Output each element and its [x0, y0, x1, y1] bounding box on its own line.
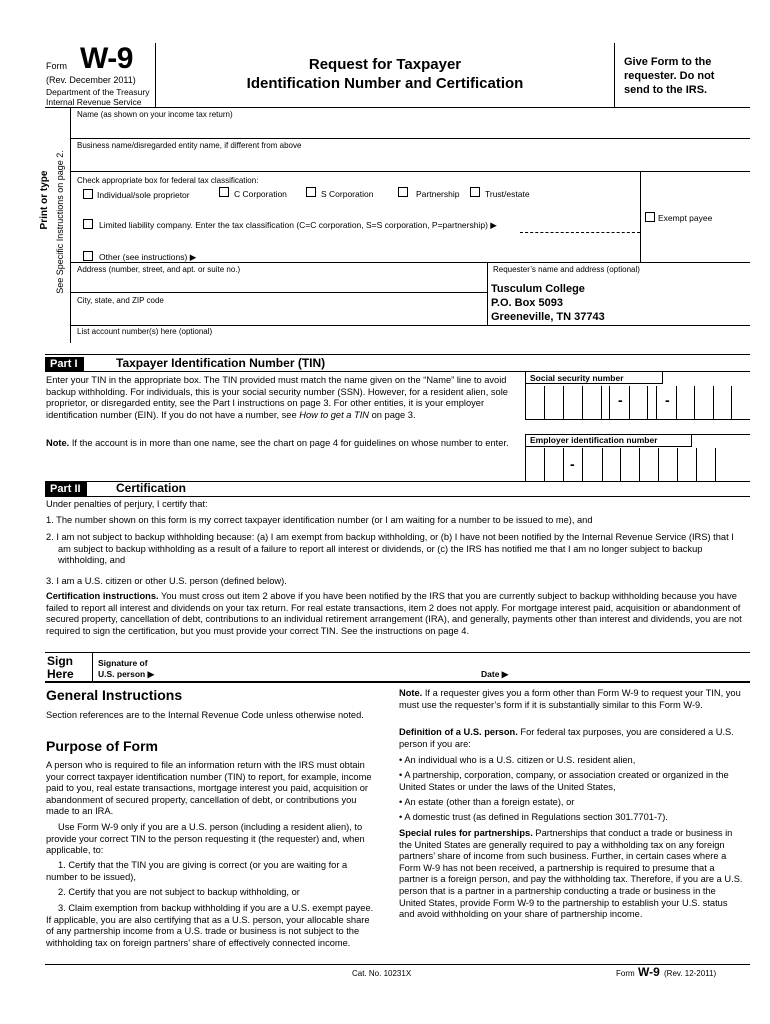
requester-note: Note. If a requester gives you a form other than Form W-9 to request your TIN, you must use the requester’s form if it is substantially similar to this Form W-9.: [399, 688, 741, 710]
us-person-bullet-3: • An estate (other than a foreign estate), or: [399, 797, 575, 807]
form-word: Form: [46, 61, 67, 71]
here-label: Here: [47, 667, 74, 681]
exempt-payee-label: Exempt payee: [658, 213, 713, 223]
purpose-paragraph-5: 3. Claim exemption from backup withholding if you are a U.S. exempt payee. If applicable, you are also certifying that as a U.S. person, your allocable share of any partnership income from a U.S. trade or business is not subject to the withholding tax on foreign partners’ share of effectively connected income.: [46, 903, 374, 948]
ssn-dash-2: -: [665, 392, 670, 408]
purpose-paragraph-3: 1. Certify that the TIN you are giving is correct (or you are waiting for a number to be issued),: [46, 860, 348, 882]
address-label: Address (number, street, and apt. or suite no.): [77, 265, 241, 274]
other-checkbox[interactable]: [83, 251, 93, 261]
partnership-checkbox[interactable]: [398, 187, 408, 197]
cat-number: Cat. No. 10231X: [352, 969, 412, 978]
ssn-input[interactable]: [525, 386, 750, 420]
account-numbers-input[interactable]: [71, 337, 750, 354]
name-label: Name (as shown on your income tax return): [77, 110, 233, 119]
us-person-bullet-2: • A partnership, corporation, company, or association created or organized in the United States or under the laws of the United States,: [399, 770, 729, 792]
classification-label: Check appropriate box for federal tax classification:: [77, 176, 259, 185]
purpose-paragraph-1: A person who is required to file an information return with the IRS must obtain your correct taxpayer identification number (TIN) to report, for example, income paid to you, real estate transactions, mortgage interest you paid, acquisition or abandonment of secured property, cancellation of debt, or contributions you made to an IRA.: [46, 760, 372, 817]
side-label-print-or-type: Print or type: [39, 170, 50, 230]
requester-city: Greeneville, TN 37743: [491, 311, 605, 323]
purpose-paragraph-2: Use Form W-9 only if you are a U.S. person (including a resident alien), to provide your correct TIN to the person requesting it (the requester) and, when applicable, to:: [46, 822, 365, 856]
requester-label: Requester’s name and address (optional): [493, 265, 640, 274]
business-name-input[interactable]: [71, 151, 750, 171]
city-state-zip-input[interactable]: [71, 306, 487, 324]
part-1-title: Taxpayer Identification Number (TIN): [116, 356, 326, 370]
requester-name: Tusculum College: [491, 283, 585, 295]
address-input[interactable]: [71, 275, 487, 292]
s-corp-checkbox[interactable]: [306, 187, 316, 197]
date-input[interactable]: [515, 662, 745, 680]
side-label-specific-instructions: See Specific Instructions on page 2.: [55, 150, 65, 294]
certification-item-2: 2. I am not subject to backup withholding because: (a) I am exempt from backup withholding, or (b) I have not been notified by the Internal Revenue Service (IRS) that I am subject to backup withholding as a result of a failure to report all interest or dividends, or (c) the IRS has notified me that I am no longer subject to backup withholding, and: [46, 532, 734, 566]
part-1-note: Note. If the account is in more than one name, see the chart on page 4 for guidelines on whose number to enter.: [46, 438, 509, 448]
purpose-heading: Purpose of Form: [46, 738, 159, 754]
form-revision: (Rev. December 2011): [46, 75, 136, 85]
other-input[interactable]: [220, 252, 640, 261]
c-corp-label: C Corporation: [234, 189, 287, 199]
account-numbers-label: List account number(s) here (optional): [77, 327, 213, 336]
trust-estate-label: Trust/estate: [485, 189, 530, 199]
certification-intro: Under penalties of perjury, I certify that:: [46, 499, 208, 509]
dept-line-2: Internal Revenue Service: [46, 97, 142, 107]
us-person-definition: Definition of a U.S. person. For federal tax purposes, you are considered a U.S. person if you are:: [399, 727, 734, 749]
signature-label-1: Signature of: [98, 658, 148, 668]
general-instructions-heading: General Instructions: [46, 687, 183, 703]
us-person-bullet-1: • An individual who is a U.S. citizen or U.S. resident alien,: [399, 755, 636, 765]
give-form-line-1: Give Form to the: [624, 56, 712, 68]
special-rules-partnerships: Special rules for partnerships. Partnerships that conduct a trade or business in the United States are generally required to pay a withholding tax on any foreign partners’ share of income from such business. Further, in certain cases where a Form W-9 has not been received, a partnership is required to presume that a partner is a foreign person, and pay the withholding tax. Therefore, if you are a U.S. person that is a partner in a partnership conducting a trade or business in the United States, provide Form W-9 to the partnership to establish your U.S. status and avoid withholding on your share of partnership income.: [399, 828, 743, 920]
city-state-zip-label: City, state, and ZIP code: [77, 296, 164, 305]
give-form-line-3: send to the IRS.: [624, 84, 708, 96]
trust-estate-checkbox[interactable]: [470, 187, 480, 197]
ein-dash: -: [570, 456, 575, 472]
part-2-label: Part II: [45, 482, 87, 496]
form-number: W-9: [80, 42, 133, 75]
signature-label-2: U.S. person ▶: [98, 669, 155, 679]
certification-instructions: Certification instructions. You must cross out item 2 above if you have been notified by the IRS that you are currently subject to backup withholding because you have failed to report all interest and dividends on your tax return. For real estate transactions, item 2 does not apply. For mortgage interest paid, acquisition or abandonment of secured property, cancellation of debt, contributions to an individual retirement arrangement (IRA), and generally, payments other than interest and dividends, you are not required to sign the certification, but you must provide your correct TIN. See the instructions on page 4.: [46, 591, 742, 636]
footer-form-number: W-9: [638, 965, 660, 979]
form-title-line-2: Identification Number and Certification: [246, 75, 524, 92]
give-form-line-2: requester. Do not: [624, 70, 715, 82]
ssn-label: Social security number: [530, 373, 624, 383]
date-label: Date ▶: [481, 669, 509, 679]
ein-input[interactable]: [525, 448, 750, 481]
ein-label: Employer identification number: [530, 435, 658, 445]
general-instructions-text: Section references are to the Internal Revenue Code unless otherwise noted.: [46, 710, 364, 720]
purpose-paragraph-4: 2. Certify that you are not subject to backup withholding, or: [58, 887, 300, 897]
c-corp-checkbox[interactable]: [219, 187, 229, 197]
individual-checkbox[interactable]: [83, 189, 93, 199]
partnership-label: Partnership: [416, 189, 460, 199]
ssn-dash-1: -: [618, 392, 623, 408]
llc-checkbox[interactable]: [83, 219, 93, 229]
part-2-title: Certification: [116, 481, 187, 495]
signature-input[interactable]: [165, 656, 475, 680]
part-1-instructions: Enter your TIN in the appropriate box. The TIN provided must match the name given on the “Name” line to avoid backup withholding. For individuals, this is your social security number (SSN). However, for a resident alien, sole proprietor, or disregarded entity, see the Part I instructions on page 3. For other entities, it is your employer identification number (EIN). If you do not have a number, see How to get a TIN on page 3.: [46, 375, 508, 420]
footer-revision: (Rev. 12-2011): [664, 969, 717, 978]
llc-classification-input[interactable]: [520, 222, 640, 233]
other-label: Other (see instructions) ▶: [99, 252, 197, 262]
exempt-payee-checkbox[interactable]: [645, 212, 655, 222]
sign-label: Sign: [47, 654, 73, 668]
us-person-bullet-4: • A domestic trust (as defined in Regulations section 301.7701-7).: [399, 812, 668, 822]
llc-label: Limited liability company. Enter the tax classification (C=C corporation, S=S corporation, P=partnership) ▶: [99, 220, 497, 230]
name-input[interactable]: [71, 120, 750, 138]
business-name-label: Business name/disregarded entity name, if different from above: [77, 141, 302, 150]
footer-form-word: Form: [616, 969, 635, 978]
certification-item-1: 1. The number shown on this form is my correct taxpayer identification number (or I am waiting for a number to be issued to me), and: [46, 515, 593, 525]
certification-item-3: 3. I am a U.S. citizen or other U.S. person (defined below).: [46, 576, 287, 586]
form-title-line-1: Request for Taxpayer: [308, 56, 462, 73]
requester-address: P.O. Box 5093: [491, 297, 563, 309]
individual-label: Individual/sole proprietor: [97, 190, 190, 200]
dept-line-1: Department of the Treasury: [46, 87, 150, 97]
part-1-label: Part I: [45, 357, 84, 371]
s-corp-label: S Corporation: [321, 189, 374, 199]
